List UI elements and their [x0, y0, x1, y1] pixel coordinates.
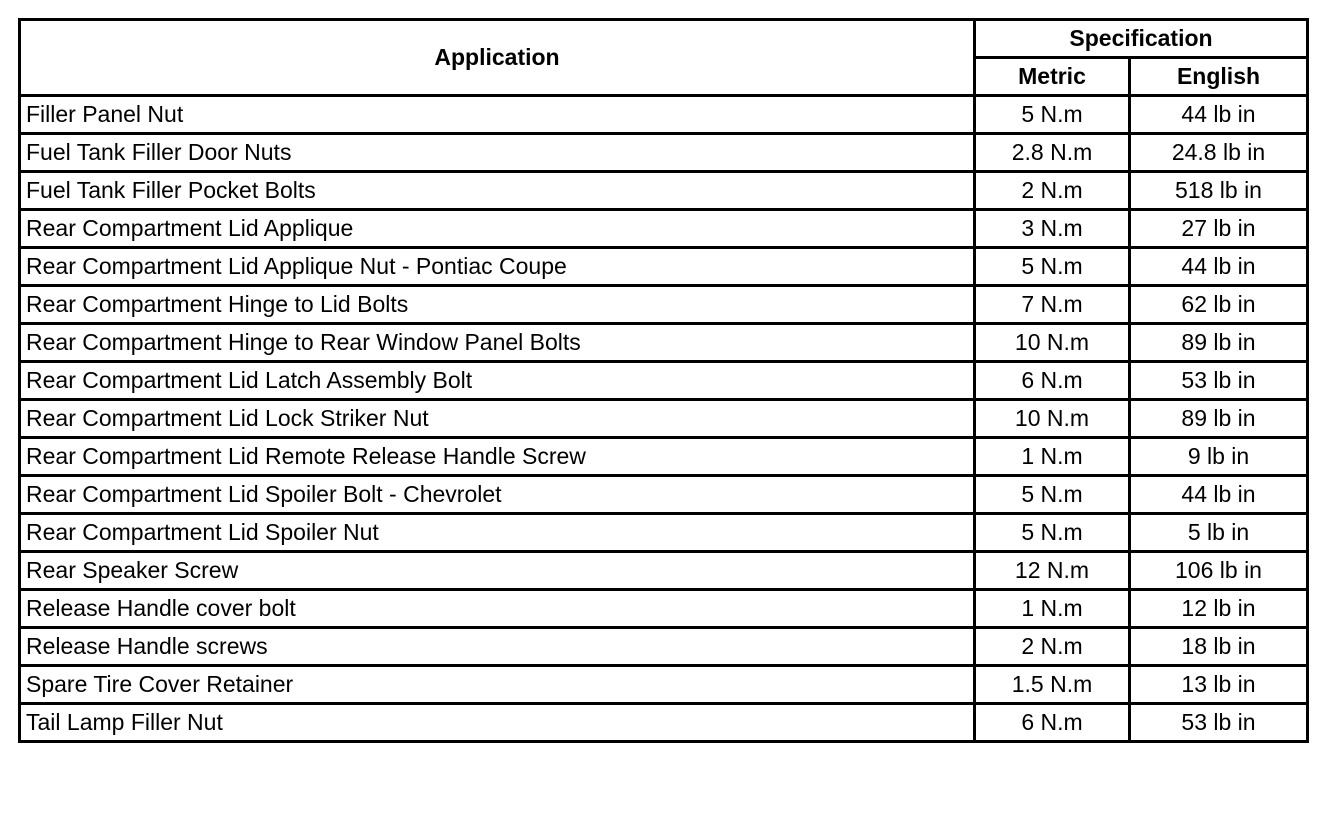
application-cell: Rear Compartment Lid Applique Nut - Pontiac Coupe — [20, 248, 975, 286]
table-row — [20, 400, 1308, 438]
metric-cell: 1 N.m — [975, 438, 1130, 476]
metric-cell: 3 N.m — [975, 210, 1130, 248]
table-row — [20, 134, 1308, 172]
metric-cell: 12 N.m — [975, 552, 1130, 590]
metric-cell: 2 N.m — [975, 172, 1130, 210]
metric-cell: 5 N.m — [975, 96, 1130, 134]
table-row — [20, 514, 1308, 552]
table-row — [20, 438, 1308, 476]
metric-cell: 2 N.m — [975, 628, 1130, 666]
table-row — [20, 590, 1308, 628]
application-cell: Tail Lamp Filler Nut — [20, 704, 975, 742]
table-row — [20, 476, 1308, 514]
english-cell: 44 lb in — [1130, 248, 1308, 286]
metric-cell: 1.5 N.m — [975, 666, 1130, 704]
application-cell: Release Handle screws — [20, 628, 975, 666]
metric-cell: 2.8 N.m — [975, 134, 1130, 172]
application-cell: Rear Compartment Hinge to Lid Bolts — [20, 286, 975, 324]
table-row — [20, 552, 1308, 590]
english-cell: 518 lb in — [1130, 172, 1308, 210]
metric-cell: 6 N.m — [975, 362, 1130, 400]
metric-cell: 1 N.m — [975, 590, 1130, 628]
application-cell: Rear Compartment Lid Applique — [20, 210, 975, 248]
application-cell: Rear Compartment Lid Remote Release Handle Screw — [20, 438, 975, 476]
metric-cell: 7 N.m — [975, 286, 1130, 324]
english-cell: 5 lb in — [1130, 514, 1308, 552]
table-row — [20, 172, 1308, 210]
metric-cell: 10 N.m — [975, 400, 1130, 438]
english-cell: 44 lb in — [1130, 96, 1308, 134]
table-row — [20, 324, 1308, 362]
metric-cell: 5 N.m — [975, 248, 1130, 286]
metric-cell: 5 N.m — [975, 514, 1130, 552]
application-cell: Rear Speaker Screw — [20, 552, 975, 590]
application-cell: Spare Tire Cover Retainer — [20, 666, 975, 704]
metric-cell: 5 N.m — [975, 476, 1130, 514]
application-cell: Fuel Tank Filler Door Nuts — [20, 134, 975, 172]
header-row-top — [20, 20, 1308, 58]
specification-header: Specification — [975, 20, 1308, 58]
english-cell: 18 lb in — [1130, 628, 1308, 666]
table-body — [20, 96, 1308, 742]
metric-cell: 6 N.m — [975, 704, 1130, 742]
application-cell: Rear Compartment Lid Latch Assembly Bolt — [20, 362, 975, 400]
english-cell: 27 lb in — [1130, 210, 1308, 248]
torque-spec-table — [18, 18, 1309, 743]
application-header: Application — [20, 20, 975, 96]
table-row — [20, 286, 1308, 324]
metric-cell: 10 N.m — [975, 324, 1130, 362]
table-header — [20, 20, 1308, 96]
english-cell: 13 lb in — [1130, 666, 1308, 704]
application-cell: Rear Compartment Lid Spoiler Bolt - Chevrolet — [20, 476, 975, 514]
english-cell: 53 lb in — [1130, 362, 1308, 400]
application-cell: Rear Compartment Lid Lock Striker Nut — [20, 400, 975, 438]
english-cell: 24.8 lb in — [1130, 134, 1308, 172]
english-cell: 89 lb in — [1130, 400, 1308, 438]
table-row — [20, 628, 1308, 666]
application-cell: Rear Compartment Lid Spoiler Nut — [20, 514, 975, 552]
table-row — [20, 96, 1308, 134]
table-row — [20, 704, 1308, 742]
application-cell: Rear Compartment Hinge to Rear Window Panel Bolts — [20, 324, 975, 362]
english-header: English — [1130, 58, 1308, 96]
table-row — [20, 210, 1308, 248]
english-cell: 62 lb in — [1130, 286, 1308, 324]
english-cell: 12 lb in — [1130, 590, 1308, 628]
application-cell: Fuel Tank Filler Pocket Bolts — [20, 172, 975, 210]
metric-header: Metric — [975, 58, 1130, 96]
english-cell: 89 lb in — [1130, 324, 1308, 362]
english-cell: 53 lb in — [1130, 704, 1308, 742]
english-cell: 106 lb in — [1130, 552, 1308, 590]
table-row — [20, 248, 1308, 286]
english-cell: 44 lb in — [1130, 476, 1308, 514]
application-cell: Filler Panel Nut — [20, 96, 975, 134]
application-cell: Release Handle cover bolt — [20, 590, 975, 628]
table-row — [20, 362, 1308, 400]
english-cell: 9 lb in — [1130, 438, 1308, 476]
table-row — [20, 666, 1308, 704]
